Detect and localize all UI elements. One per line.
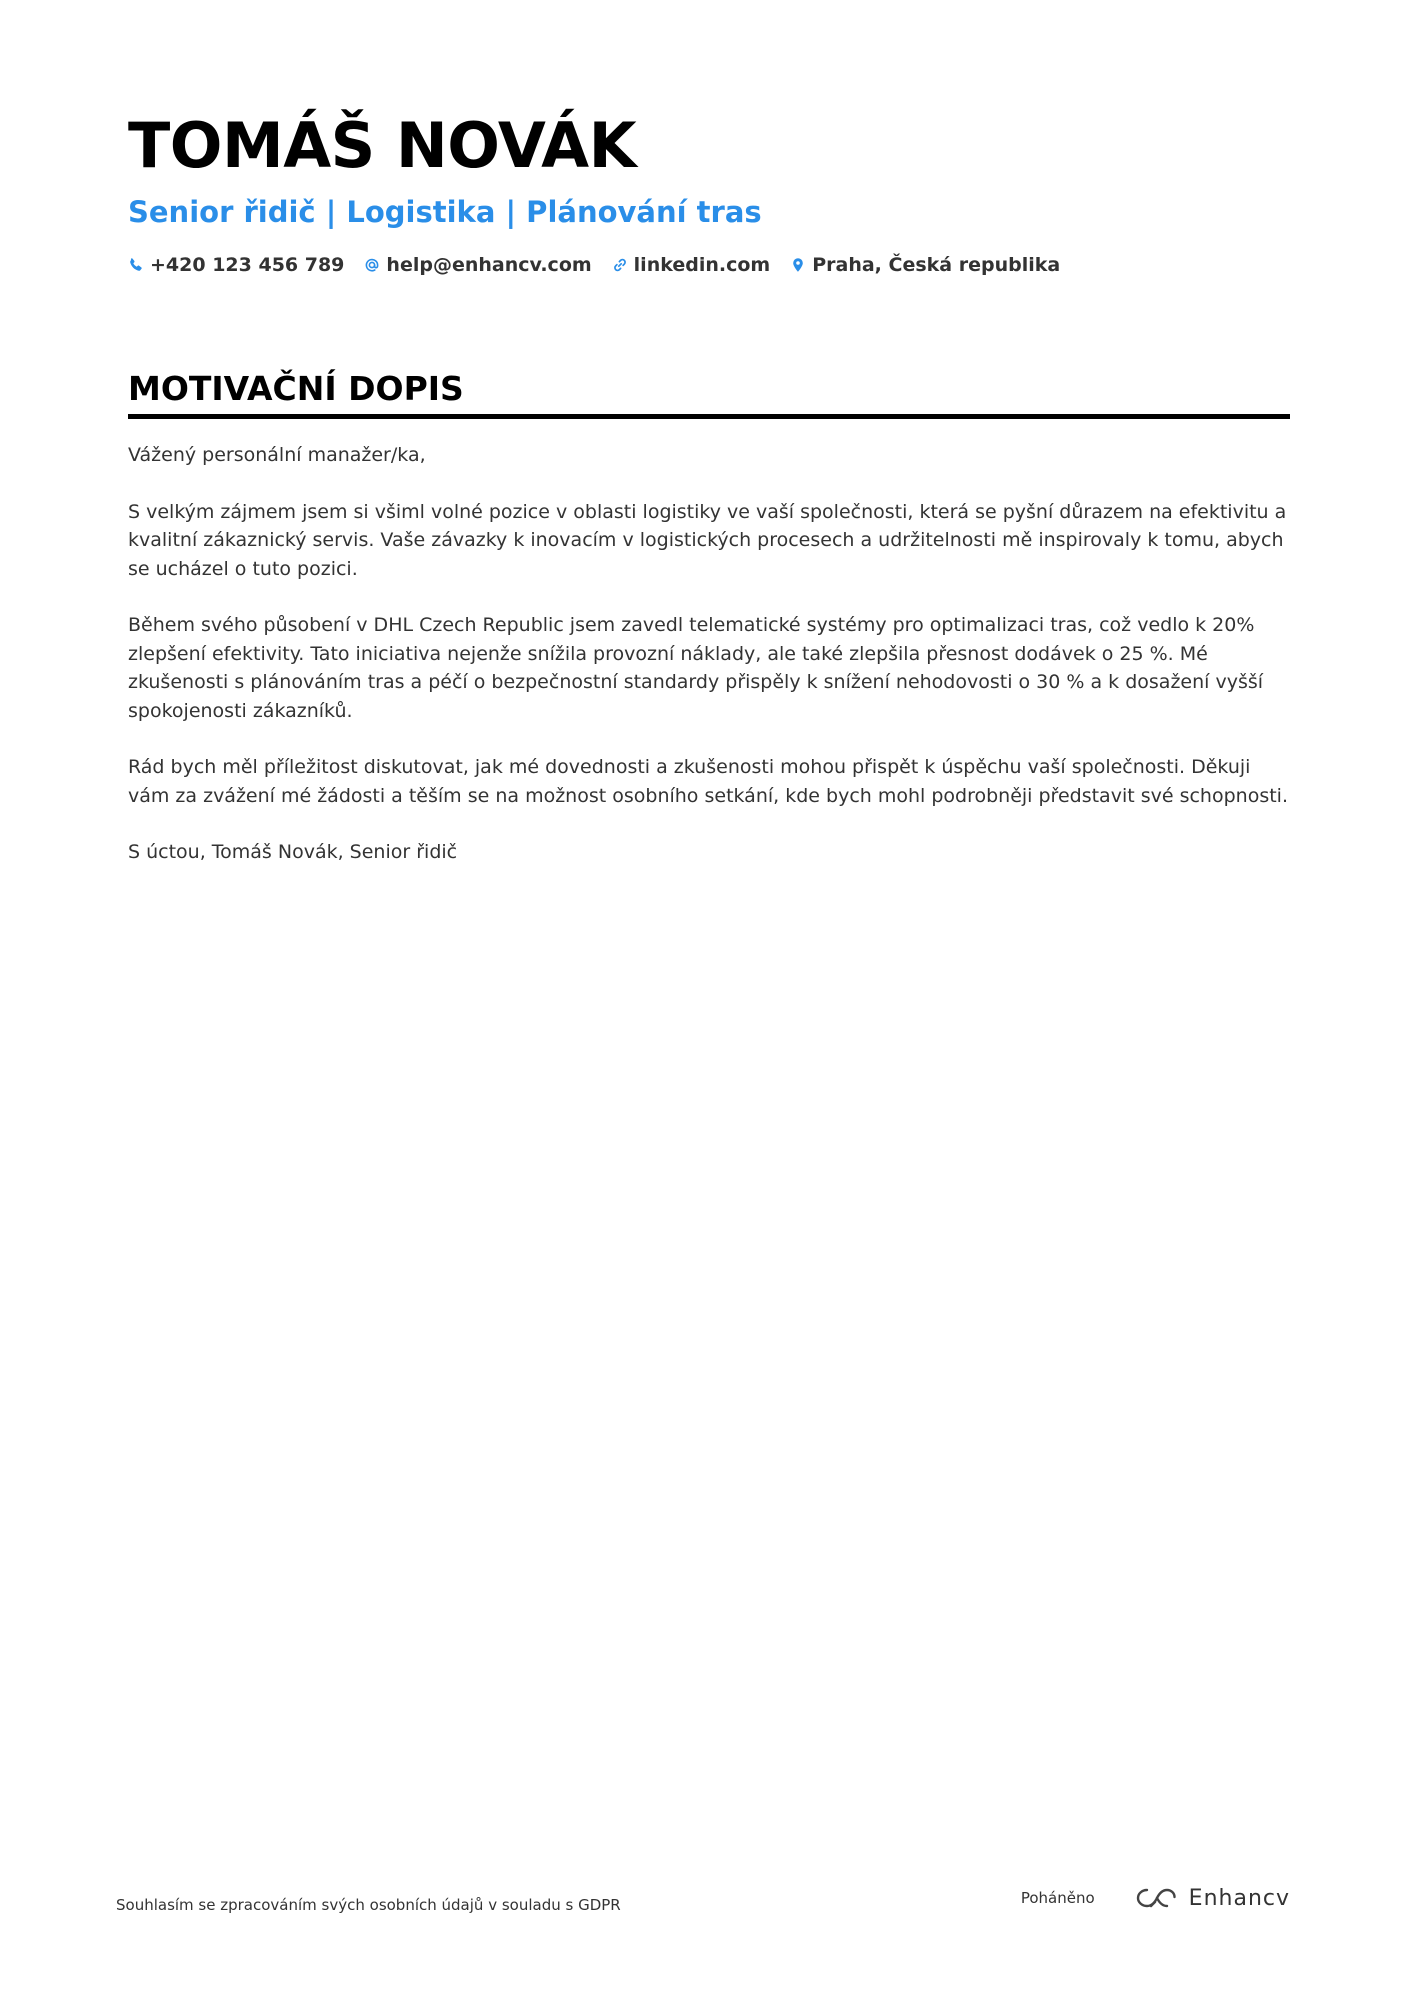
contact-email [364, 254, 591, 276]
linkedin-text[interactable]: linkedin.com [633, 254, 771, 276]
powered-by [1021, 1885, 1290, 1911]
header [128, 108, 1290, 276]
map-pin-icon [790, 257, 806, 273]
candidate-name: TOMÁŠ NOVÁK [128, 109, 637, 182]
letter-body [128, 441, 1290, 867]
letter-paragraph: Rád bych měl příležitost diskutovat, jak mé dovednosti a zkušenosti mohou přispět k úspěchu vaší společnosti. Děkuji vám za zvážení mé žádosti a těším se na možnost osobního setkání, kde bych mohl podrobněji představit své schopnosti. [128, 756, 1288, 807]
phone-icon [128, 257, 144, 273]
contact-location [790, 254, 1060, 276]
section-title: MOTIVAČNÍ DOPIS [128, 368, 1290, 419]
letter-paragraph: Během svého působení v DHL Czech Republic jsem zavedl telematické systémy pro optimalizaci tras, což vedlo k 20% zlepšení efektivity. Tato iniciativa nejenže snížila provozní náklady, ale také zlepšila přesnost dodávek o 25 %. Mé zkušenosti s plánováním tras a péčí o bezpečnostní standardy přispěly k snížení nehodovosti o 30 % a k dosažení vyšší spokojenosti zákazníků. [128, 614, 1264, 722]
powered-by-label: Poháněno [1020, 1889, 1095, 1907]
location-text: Praha, Česká republika [812, 254, 1061, 276]
email-text[interactable]: help@enhancv.com [386, 254, 592, 276]
letter-greeting: Vážený personální manažer/ka, [128, 444, 426, 466]
contact-phone [128, 254, 344, 276]
letter-closing: S úctou, Tomáš Novák, Senior řidič [128, 841, 458, 863]
letter-paragraph: S velkým zájmem jsem si všiml volné pozice v oblasti logistiky ve vaší společnosti, která se pyšní důrazem na efektivitu a kvalitní zákaznický servis. Vaše závazky k inovacím v logistických procesech a udržitelnosti mě inspirovaly k tomu, abych se ucházel o tuto pozici. [128, 500, 1287, 580]
at-icon [364, 257, 380, 273]
contact-bar [128, 254, 1290, 276]
link-icon [612, 257, 628, 273]
contact-linkedin [612, 254, 771, 276]
brand-logo[interactable] [1133, 1885, 1290, 1911]
candidate-headline: Senior řidič | Logistika | Plánování tras [128, 195, 762, 229]
brand-name: Enhancv [1188, 1885, 1290, 1911]
cover-letter-section [128, 368, 1290, 895]
phone-text[interactable]: +420 123 456 789 [150, 254, 345, 276]
gdpr-consent: Souhlasím se zpracováním svých osobních údajů v souladu s GDPR [116, 1896, 621, 1914]
enhancv-logo-icon [1133, 1885, 1181, 1911]
